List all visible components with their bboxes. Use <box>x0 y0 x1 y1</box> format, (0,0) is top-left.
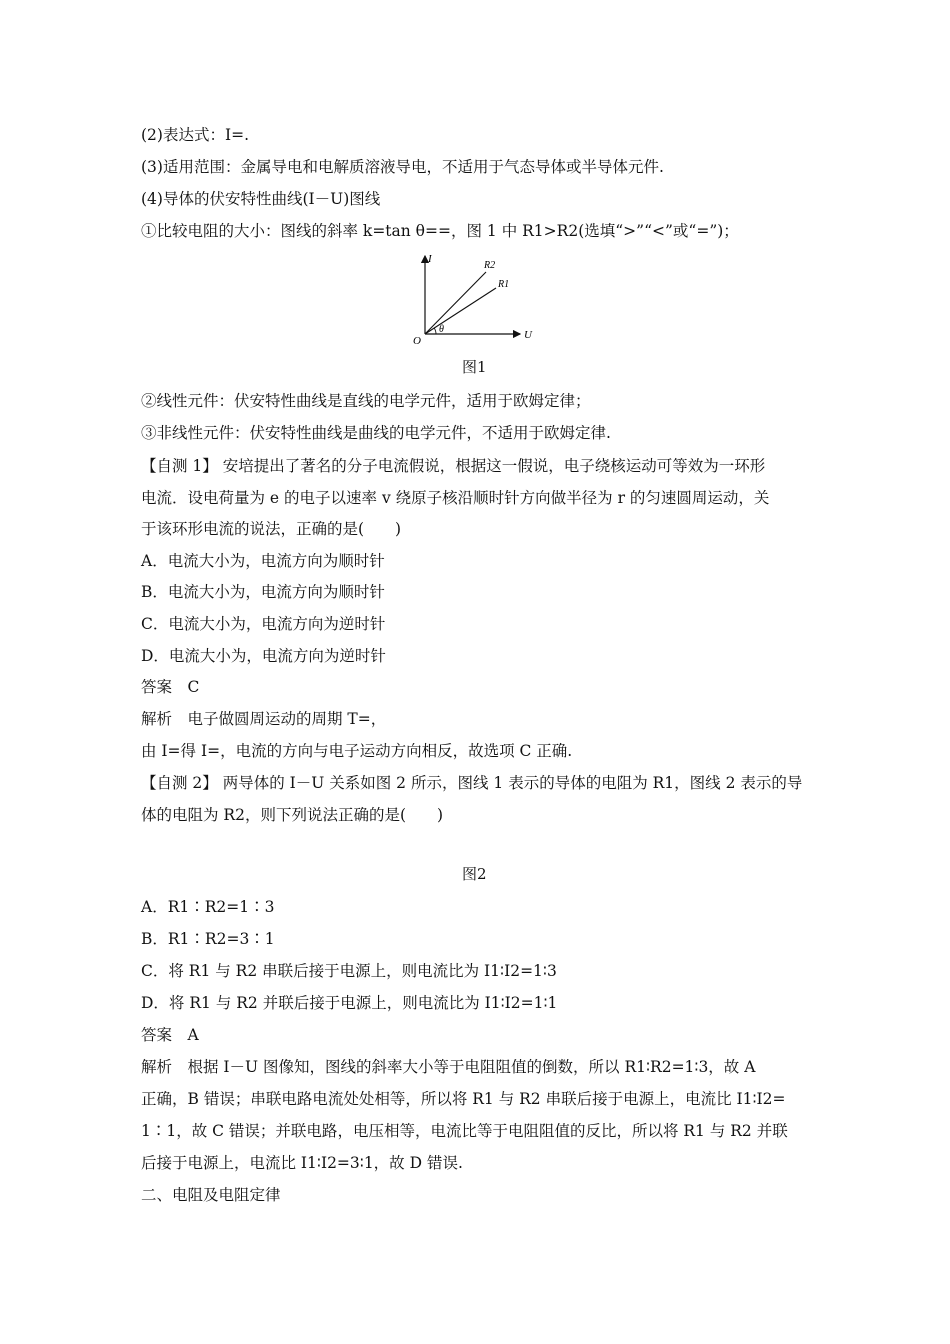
answer-2: 答案 A <box>141 1026 199 1044</box>
line-selftest1-q2: 电流．设电荷量为 e 的电子以速率 v 绕原子核沿顺时针方向做半径为 r 的匀速圆周运动，关 <box>141 489 770 507</box>
axis-u-label: U <box>524 329 532 341</box>
line-scope: (3)适用范围：金属导电和电解质溶液导电，不适用于气态导体或半导体元件. <box>141 158 664 176</box>
theta-label: θ <box>439 324 444 335</box>
option-2a: A．R1∶R2=1∶3 <box>141 898 275 916</box>
line-r1 <box>425 288 496 334</box>
section-heading-resistance: 二、电阻及电阻定律 <box>141 1186 281 1204</box>
analysis-1-b: 由 I=得 I=，电流的方向与电子运动方向相反，故选项 C 正确. <box>141 742 573 760</box>
option-1a: A．电流大小为，电流方向为顺时针 <box>141 552 385 570</box>
figure-2-caption: 图2 <box>462 865 487 883</box>
axis-i-label: I <box>428 253 432 265</box>
line-selftest1-q1: 【自测 1】 安培提出了著名的分子电流假说，根据这一假说，电子绕核运动可等效为一环形 <box>141 457 766 475</box>
analysis-2-c: 1∶1，故 C 错误；并联电路，电压相等，电流比等于电阻阻值的反比，所以将 R1 与 R2 并联 <box>141 1122 788 1140</box>
answer-1: 答案 C <box>141 678 200 696</box>
option-1d: D．电流大小为，电流方向为逆时针 <box>141 647 386 665</box>
r2-label: R2 <box>484 260 496 271</box>
line-expression: (2)表达式：I=. <box>141 126 249 144</box>
origin-label: O <box>413 335 421 346</box>
line-selftest2-q1: 【自测 2】 两导体的 I－U 关系如图 2 所示，图线 1 表示的导体的电阻为 R1，图线 2 表示的导 <box>141 774 803 792</box>
line-linear-element: ②线性元件：伏安特性曲线是直线的电学元件，适用于欧姆定律； <box>141 392 591 410</box>
option-2b: B．R1∶R2=3∶1 <box>141 930 275 948</box>
analysis-2-a: 解析 根据 I－U 图像知，图线的斜率大小等于电阻阻值的倒数，所以 R1∶R2=1∶3，故 A <box>141 1058 756 1076</box>
analysis-1-a: 解析 电子做圆周运动的周期 T=， <box>141 710 387 728</box>
line-r2 <box>425 272 486 334</box>
option-2d: D．将 R1 与 R2 并联后接于电源上，则电流比为 I1∶I2=1∶1 <box>141 994 558 1012</box>
r1-label: R1 <box>498 279 510 290</box>
analysis-2-d: 后接于电源上，电流比 I1∶I2=3∶1，故 D 错误. <box>141 1154 463 1172</box>
line-selftest2-q2: 体的电阻为 R2，则下列说法正确的是( ) <box>141 806 444 824</box>
figure-1-caption: 图1 <box>462 358 487 376</box>
line-selftest1-q3: 于该环形电流的说法，正确的是( ) <box>141 520 402 538</box>
line-iu-curve: (4)导体的伏安特性曲线(I－U)图线 <box>141 190 381 208</box>
line-nonlinear-element: ③非线性元件：伏安特性曲线是曲线的电学元件，不适用于欧姆定律. <box>141 424 611 442</box>
figure-1-iu-graph <box>408 250 538 346</box>
angle-arc <box>434 328 436 334</box>
analysis-2-b: 正确，B 错误；串联电路电流处处相等，所以将 R1 与 R2 串联后接于电源上，电流比 I1∶I2= <box>141 1090 786 1108</box>
option-1c: C．电流大小为，电流方向为逆时针 <box>141 615 386 633</box>
option-1b: B．电流大小为，电流方向为顺时针 <box>141 583 385 601</box>
option-2c: C．将 R1 与 R2 串联后接于电源上，则电流比为 I1∶I2=1∶3 <box>141 962 557 980</box>
line-compare-resistance: ①比较电阻的大小：图线的斜率 k=tan θ==，图 1 中 R1>R2(选填“>”“<”或“=”)； <box>141 222 739 240</box>
